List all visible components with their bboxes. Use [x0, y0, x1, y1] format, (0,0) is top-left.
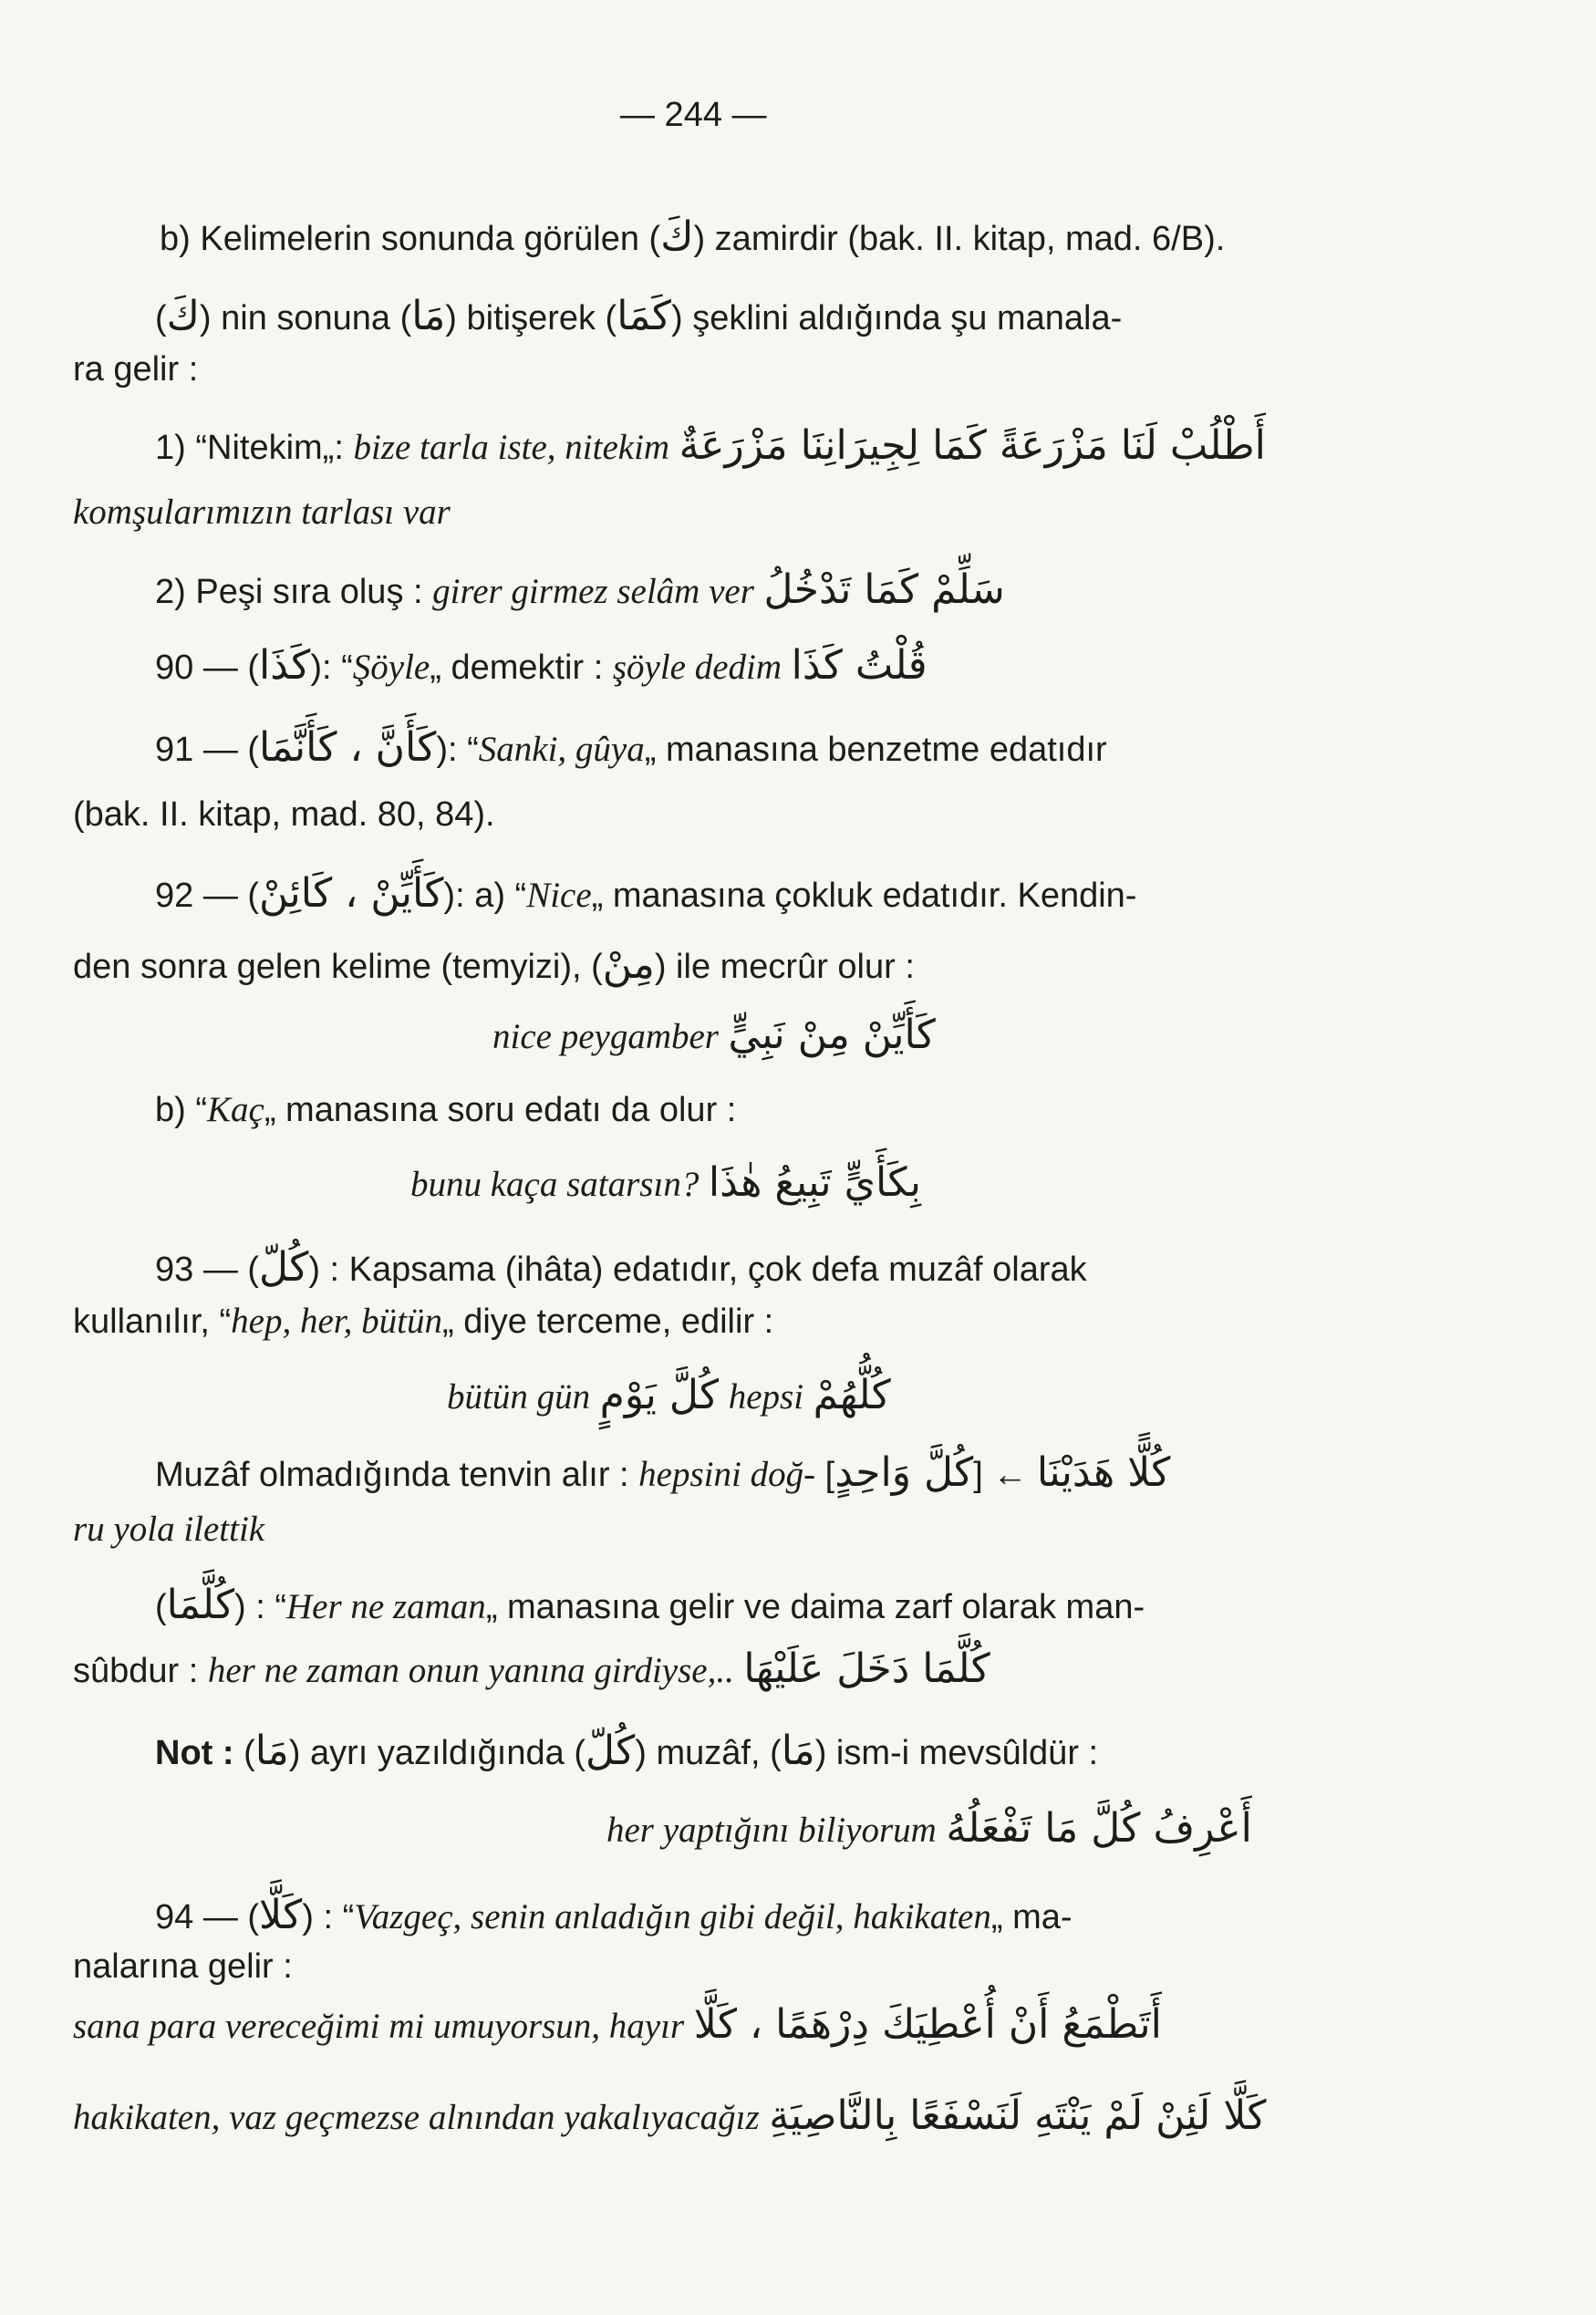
arabic-text: كَ [166, 293, 200, 339]
text-line [155, 1728, 1098, 1775]
text-span: ] ← [973, 1456, 1037, 1494]
text-span [754, 573, 764, 611]
text-line [73, 2002, 1162, 2049]
arabic-text: قُلْتُ كَذَا [791, 642, 928, 689]
example-text: Her ne zaman [286, 1587, 486, 1626]
text-span: ) : Kapsama (ihâta) edatıdır, çok defa muzâf olarak [308, 1251, 1087, 1289]
example-text: nice peygamber [492, 1017, 719, 1056]
arabic-text: كَذَا [259, 642, 311, 689]
example-text: bize tarla iste, nitekim [353, 428, 670, 467]
text-span: ) ile mecrûr olur : [654, 948, 915, 986]
arabic-text: كَمَا [617, 293, 671, 339]
arabic-text: كُلُّهُمْ [813, 1372, 891, 1418]
arabic-text: كُلّ [259, 1244, 309, 1291]
arabic-text: مِنْ [602, 941, 655, 988]
text-span: Not : [155, 1734, 234, 1772]
example-text: girer girmez selâm ver [432, 572, 754, 611]
text-line [155, 1893, 1073, 1939]
example-text: her ne zaman onun yanına girdiyse,.. [207, 1651, 734, 1690]
text-span: „ demektir : [430, 649, 604, 687]
text-span: ( [233, 1734, 255, 1772]
example-text: hakikaten, vaz geçmezse alnından yakalıyacağız [73, 2098, 760, 2137]
text-line [606, 1806, 1252, 1853]
text-span: 93 — ( [155, 1251, 260, 1289]
text-line [155, 1245, 1087, 1292]
text-line [155, 567, 1005, 614]
example-text: hepsi [728, 1377, 804, 1417]
text-span [699, 1166, 709, 1204]
arabic-text: سَلِّمْ كَمَا تَدْخُلُ [763, 566, 1005, 613]
text-span: b) Kelimelerin sonunda görülen ( [160, 220, 661, 258]
arabic-text: أَطْلُبْ لَنَا مَزْرَعَةً كَمَا لِجِيرَانِنَا مَزْرَعَةٌ [679, 422, 1266, 469]
text-line [160, 214, 1225, 261]
text-span: 90 — ( [155, 649, 260, 687]
arabic-text: كُلَّ يَوْمٍ [599, 1372, 720, 1418]
text-span: „ manasına gelir ve daima zarf olarak man- [485, 1588, 1145, 1626]
text-span: (bak. II. kitap, mad. 80, 84). [73, 795, 495, 834]
example-text: şöyle dedim [612, 648, 782, 687]
text-span: ): “ [436, 731, 479, 769]
text-span: ): “ [310, 649, 353, 687]
arabic-text: كَأَنَّ ، كَأَنَّمَا [259, 724, 437, 771]
text-line [155, 871, 1136, 918]
arabic-text: مَا [254, 1728, 289, 1774]
text-span: [ [815, 1456, 835, 1494]
text-span [590, 1378, 600, 1417]
example-text: her yaptığını biliyorum [606, 1811, 937, 1850]
text-span: ) : “ [234, 1588, 286, 1626]
text-span: ): a) “ [443, 877, 527, 915]
example-text: komşularımızın tarlası var [73, 493, 451, 532]
text-span: „ ma- [990, 1898, 1073, 1936]
arabic-text: كُلًّا هَدَيْنَا [1036, 1449, 1171, 1496]
text-span: ( [155, 299, 167, 337]
text-line [155, 1090, 736, 1131]
arabic-text: كُلَّمَا [166, 1582, 235, 1628]
text-span: b) “ [155, 1091, 207, 1129]
text-span: 2) Peşi sıra oluş : [155, 573, 423, 611]
text-span [782, 649, 792, 687]
text-line [73, 2093, 1266, 2140]
page-number: — 244 — [620, 96, 767, 134]
arabic-text: أَتَطْمَعُ أَنْ أُعْطِيَكَ دِرْهَمًا ، كَلَّا [693, 2001, 1162, 2048]
example-text: Nice [526, 876, 592, 915]
text-span [684, 2008, 694, 2046]
text-line [73, 1646, 990, 1693]
text-span [719, 1018, 729, 1056]
text-span: sûbdur : [73, 1652, 199, 1690]
text-line [73, 493, 451, 534]
text-span: ) : “ [302, 1898, 355, 1936]
text-span [603, 649, 613, 687]
text-line [447, 1373, 891, 1419]
arabic-text: مَا [411, 293, 446, 339]
example-text: hep, her, bütün [231, 1302, 442, 1341]
text-span: ra gelir : [73, 350, 199, 389]
example-text: Sanki, gûya [478, 730, 645, 769]
arabic-text: كَلَّا [259, 1892, 303, 1938]
text-line [155, 643, 928, 690]
text-span: „ diye terceme, edilir : [441, 1303, 774, 1341]
text-line [155, 423, 1266, 470]
text-span: „ manasına çokluk edatıdır. Kendin- [591, 877, 1137, 915]
text-span [803, 1378, 814, 1417]
text-line [155, 294, 1122, 340]
arabic-text: كَأَيِّنْ ، كَائِنْ [259, 870, 444, 917]
text-span: ) ism-i mevsûldür : [814, 1734, 1099, 1772]
text-line [73, 1510, 264, 1551]
example-text: bunu kaça satarsın? [410, 1165, 700, 1204]
text-span [734, 1652, 744, 1690]
arabic-text: مَا [781, 1728, 815, 1774]
text-line [410, 1160, 921, 1207]
arabic-text: كَ [660, 213, 694, 260]
text-span: nalarına gelir : [73, 1947, 293, 1986]
text-line [155, 1583, 1145, 1629]
arabic-text: كُلَّمَا دَخَلَ عَلَيْهَا [743, 1645, 990, 1692]
text-span [937, 1812, 947, 1850]
text-span: ) nin sonuna ( [199, 299, 412, 337]
example-text: hepsini doğ- [638, 1455, 816, 1494]
text-line [73, 942, 915, 989]
arabic-text: أَعْرِفُ كُلَّ مَا تَفْعَلُهُ [946, 1805, 1252, 1852]
text-span: ( [155, 1588, 167, 1626]
arabic-text: بِكَأَيٍّ تَبِيعُ هٰذَا [708, 1159, 921, 1206]
text-line [73, 1302, 773, 1343]
text-line [73, 350, 198, 390]
text-span: 94 — ( [155, 1898, 260, 1936]
text-line [155, 725, 1107, 772]
arabic-text: كُلَّ وَاحِدٍ [834, 1449, 974, 1496]
text-span: 92 — ( [155, 877, 260, 915]
text-span: 1) “Nitekim„: [155, 429, 354, 467]
arabic-text: كُلّ [585, 1728, 636, 1774]
text-span: ) muzâf, ( [635, 1734, 782, 1772]
text-span: den sonra gelen kelime (temyizi), ( [73, 948, 603, 986]
example-text: Şöyle [352, 648, 430, 687]
arabic-text: كَلَّا لَئِنْ لَمْ يَنْتَهِ لَنَسْفَعًا بِالنَّاصِيَةِ [769, 2092, 1267, 2139]
text-span [423, 573, 433, 611]
text-span: ) şeklini aldığında şu manala- [671, 299, 1123, 337]
text-line [73, 795, 495, 836]
text-line [73, 1947, 293, 1988]
text-span: ) ayrı yazıldığında ( [288, 1734, 586, 1772]
text-span: „ manasına benzetme edatıdır [644, 731, 1107, 769]
text-span [719, 1378, 729, 1417]
text-span [669, 429, 679, 467]
example-text: sana para vereceğimi mi umuyorsun, hayır [73, 2007, 685, 2046]
example-text: bütün gün [447, 1377, 591, 1417]
text-line [492, 1012, 936, 1059]
text-span: 91 — ( [155, 731, 260, 769]
arabic-text: كَأَيِّنْ مِنْ نَبِيٍّ [728, 1012, 936, 1058]
text-span: ) bitişerek ( [445, 299, 617, 337]
text-span: kullanılır, “ [73, 1303, 232, 1341]
example-text: Kaç [207, 1090, 264, 1129]
example-text: Vazgeç, senin anladığın gibi değil, hakikaten [354, 1897, 991, 1936]
text-span [198, 1652, 208, 1690]
example-text: ru yola ilettik [73, 1510, 265, 1549]
text-line [155, 1450, 1170, 1497]
text-span: „ manasına soru edatı da olur : [264, 1091, 737, 1129]
text-span: Muzâf olmadığında tenvin alır : [155, 1456, 639, 1494]
text-span: ) zamirdir (bak. II. kitap, mad. 6/B). [693, 220, 1226, 258]
text-span [760, 2099, 770, 2137]
